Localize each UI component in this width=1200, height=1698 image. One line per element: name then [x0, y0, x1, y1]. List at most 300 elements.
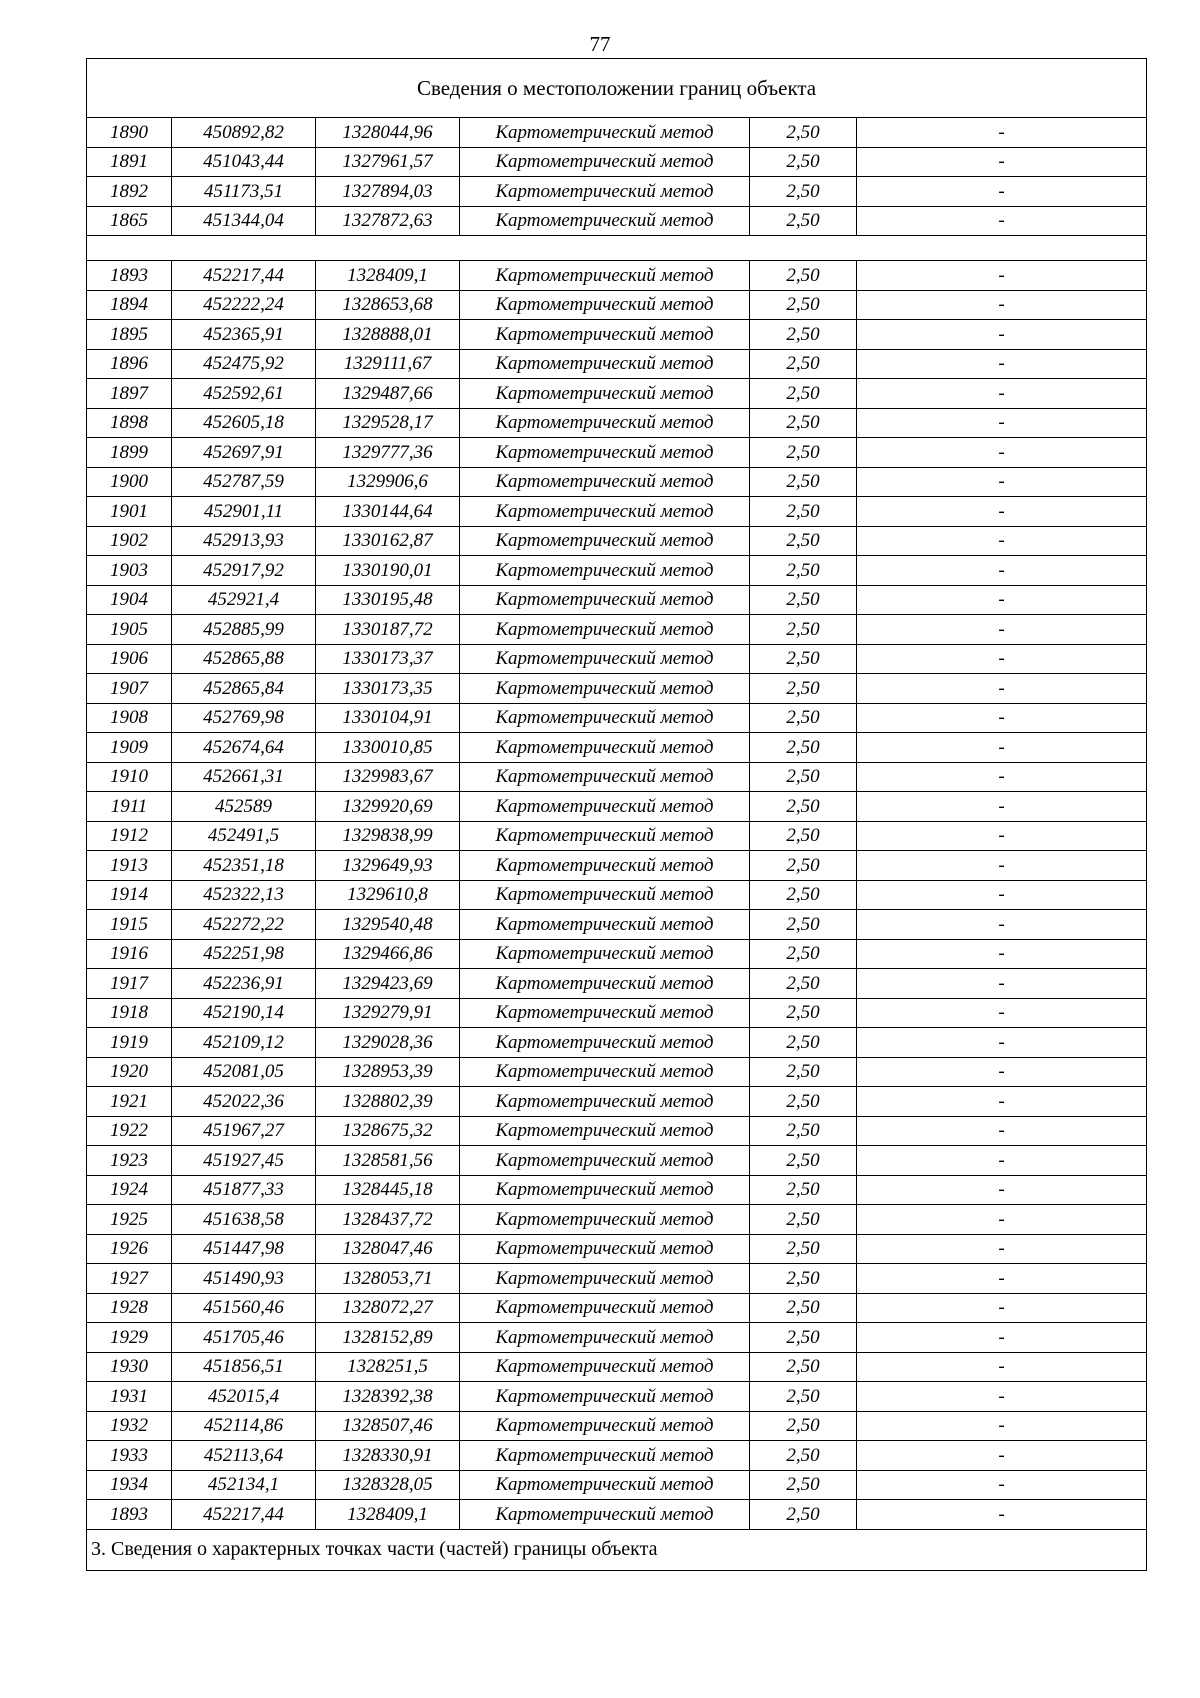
table-row [87, 1264, 1147, 1294]
table-row [87, 556, 1147, 586]
method-cell: Картометрический метод [460, 118, 750, 148]
note-cell: - [857, 1087, 1147, 1117]
accuracy-cell: 2,50 [750, 349, 857, 379]
note-cell: - [857, 438, 1147, 468]
accuracy-cell: 2,50 [750, 880, 857, 910]
y-coordinate-cell: 1329028,36 [316, 1028, 460, 1058]
table-row [87, 349, 1147, 379]
method-cell: Картометрический метод [460, 1175, 750, 1205]
method-cell: Картометрический метод [460, 1441, 750, 1471]
point-number-cell: 1922 [87, 1116, 172, 1146]
x-coordinate-cell: 452589 [172, 792, 316, 822]
accuracy-cell: 2,50 [750, 1411, 857, 1441]
y-coordinate-cell: 1328802,39 [316, 1087, 460, 1117]
accuracy-cell: 2,50 [750, 1293, 857, 1323]
accuracy-cell: 2,50 [750, 320, 857, 350]
point-number-cell: 1865 [87, 206, 172, 236]
note-cell: - [857, 408, 1147, 438]
note-cell: - [857, 1264, 1147, 1294]
x-coordinate-cell: 451447,98 [172, 1234, 316, 1264]
point-number-cell: 1890 [87, 118, 172, 148]
point-number-cell: 1909 [87, 733, 172, 763]
note-cell: - [857, 939, 1147, 969]
method-cell: Картометрический метод [460, 1234, 750, 1264]
accuracy-cell: 2,50 [750, 792, 857, 822]
method-cell: Картометрический метод [460, 969, 750, 999]
table-row [87, 733, 1147, 763]
point-number-cell: 1902 [87, 526, 172, 556]
x-coordinate-cell: 452697,91 [172, 438, 316, 468]
method-cell: Картометрический метод [460, 556, 750, 586]
note-cell: - [857, 1500, 1147, 1530]
table-row [87, 1500, 1147, 1530]
y-coordinate-cell: 1328888,01 [316, 320, 460, 350]
accuracy-cell: 2,50 [750, 1500, 857, 1530]
table-row [87, 969, 1147, 999]
x-coordinate-cell: 452217,44 [172, 1500, 316, 1530]
point-number-cell: 1928 [87, 1293, 172, 1323]
x-coordinate-cell: 452913,93 [172, 526, 316, 556]
separator-row [87, 236, 1147, 261]
note-cell: - [857, 1057, 1147, 1087]
table-row [87, 880, 1147, 910]
accuracy-cell: 2,50 [750, 1175, 857, 1205]
accuracy-cell: 2,50 [750, 1087, 857, 1117]
x-coordinate-cell: 451967,27 [172, 1116, 316, 1146]
note-cell: - [857, 1205, 1147, 1235]
x-coordinate-cell: 452113,64 [172, 1441, 316, 1471]
table-row [87, 1470, 1147, 1500]
note-cell: - [857, 118, 1147, 148]
accuracy-cell: 2,50 [750, 290, 857, 320]
table-row [87, 1352, 1147, 1382]
point-number-cell: 1893 [87, 1500, 172, 1530]
note-cell: - [857, 792, 1147, 822]
table-row [87, 851, 1147, 881]
point-number-cell: 1904 [87, 585, 172, 615]
method-cell: Картометрический метод [460, 206, 750, 236]
x-coordinate-cell: 451877,33 [172, 1175, 316, 1205]
table-row [87, 118, 1147, 148]
x-coordinate-cell: 452865,84 [172, 674, 316, 704]
table-row [87, 644, 1147, 674]
note-cell: - [857, 615, 1147, 645]
x-coordinate-cell: 451173,51 [172, 177, 316, 207]
x-coordinate-cell: 451344,04 [172, 206, 316, 236]
point-number-cell: 1921 [87, 1087, 172, 1117]
accuracy-cell: 2,50 [750, 585, 857, 615]
point-number-cell: 1898 [87, 408, 172, 438]
note-cell: - [857, 349, 1147, 379]
note-cell: - [857, 1293, 1147, 1323]
note-cell: - [857, 674, 1147, 704]
table-row [87, 1441, 1147, 1471]
method-cell: Картометрический метод [460, 1323, 750, 1353]
table-row [87, 1146, 1147, 1176]
method-cell: Картометрический метод [460, 1500, 750, 1530]
y-coordinate-cell: 1329920,69 [316, 792, 460, 822]
x-coordinate-cell: 451638,58 [172, 1205, 316, 1235]
x-coordinate-cell: 452592,61 [172, 379, 316, 409]
y-coordinate-cell: 1328437,72 [316, 1205, 460, 1235]
table-row [87, 408, 1147, 438]
method-cell: Картометрический метод [460, 1087, 750, 1117]
y-coordinate-cell: 1328409,1 [316, 1500, 460, 1530]
note-cell: - [857, 762, 1147, 792]
accuracy-cell: 2,50 [750, 851, 857, 881]
accuracy-cell: 2,50 [750, 206, 857, 236]
accuracy-cell: 2,50 [750, 177, 857, 207]
x-coordinate-cell: 452365,91 [172, 320, 316, 350]
y-coordinate-cell: 1328072,27 [316, 1293, 460, 1323]
y-coordinate-cell: 1330010,85 [316, 733, 460, 763]
y-coordinate-cell: 1329610,8 [316, 880, 460, 910]
table-row [87, 1234, 1147, 1264]
x-coordinate-cell: 452081,05 [172, 1057, 316, 1087]
x-coordinate-cell: 452491,5 [172, 821, 316, 851]
table-row [87, 497, 1147, 527]
table-row [87, 762, 1147, 792]
point-number-cell: 1907 [87, 674, 172, 704]
note-cell: - [857, 910, 1147, 940]
y-coordinate-cell: 1327961,57 [316, 147, 460, 177]
x-coordinate-cell: 452109,12 [172, 1028, 316, 1058]
note-cell: - [857, 1146, 1147, 1176]
x-coordinate-cell: 452605,18 [172, 408, 316, 438]
point-number-cell: 1926 [87, 1234, 172, 1264]
method-cell: Картометрический метод [460, 792, 750, 822]
y-coordinate-cell: 1328328,05 [316, 1470, 460, 1500]
method-cell: Картометрический метод [460, 467, 750, 497]
note-cell: - [857, 290, 1147, 320]
y-coordinate-cell: 1328251,5 [316, 1352, 460, 1382]
table-row [87, 1323, 1147, 1353]
table-row [87, 1411, 1147, 1441]
point-number-cell: 1931 [87, 1382, 172, 1412]
table-row [87, 1057, 1147, 1087]
note-cell: - [857, 261, 1147, 291]
y-coordinate-cell: 1330173,37 [316, 644, 460, 674]
x-coordinate-cell: 452251,98 [172, 939, 316, 969]
table-row [87, 910, 1147, 940]
point-number-cell: 1899 [87, 438, 172, 468]
accuracy-cell: 2,50 [750, 1146, 857, 1176]
point-number-cell: 1891 [87, 147, 172, 177]
table-row [87, 998, 1147, 1028]
accuracy-cell: 2,50 [750, 939, 857, 969]
y-coordinate-cell: 1329466,86 [316, 939, 460, 969]
table-row [87, 674, 1147, 704]
note-cell: - [857, 1382, 1147, 1412]
table-row [87, 1028, 1147, 1058]
point-number-cell: 1901 [87, 497, 172, 527]
point-number-cell: 1894 [87, 290, 172, 320]
accuracy-cell: 2,50 [750, 1205, 857, 1235]
y-coordinate-cell: 1330187,72 [316, 615, 460, 645]
method-cell: Картометрический метод [460, 290, 750, 320]
method-cell: Картометрический метод [460, 497, 750, 527]
x-coordinate-cell: 451705,46 [172, 1323, 316, 1353]
y-coordinate-cell: 1327894,03 [316, 177, 460, 207]
y-coordinate-cell: 1328653,68 [316, 290, 460, 320]
y-coordinate-cell: 1329983,67 [316, 762, 460, 792]
point-number-cell: 1929 [87, 1323, 172, 1353]
y-coordinate-cell: 1328581,56 [316, 1146, 460, 1176]
note-cell: - [857, 821, 1147, 851]
note-cell: - [857, 1352, 1147, 1382]
point-number-cell: 1933 [87, 1441, 172, 1471]
accuracy-cell: 2,50 [750, 1470, 857, 1500]
note-cell: - [857, 1411, 1147, 1441]
accuracy-cell: 2,50 [750, 674, 857, 704]
note-cell: - [857, 585, 1147, 615]
note-cell: - [857, 1441, 1147, 1471]
method-cell: Картометрический метод [460, 1264, 750, 1294]
note-cell: - [857, 733, 1147, 763]
table-row [87, 939, 1147, 969]
x-coordinate-cell: 452475,92 [172, 349, 316, 379]
method-cell: Картометрический метод [460, 349, 750, 379]
table-row [87, 1293, 1147, 1323]
accuracy-cell: 2,50 [750, 118, 857, 148]
accuracy-cell: 2,50 [750, 1057, 857, 1087]
table-row [87, 1175, 1147, 1205]
table-header: Сведения о местоположении границ объекта [87, 59, 1147, 118]
table-row [87, 585, 1147, 615]
method-cell: Картометрический метод [460, 674, 750, 704]
y-coordinate-cell: 1328152,89 [316, 1323, 460, 1353]
point-number-cell: 1892 [87, 177, 172, 207]
accuracy-cell: 2,50 [750, 408, 857, 438]
table-row [87, 206, 1147, 236]
table-row [87, 1205, 1147, 1235]
x-coordinate-cell: 451927,45 [172, 1146, 316, 1176]
accuracy-cell: 2,50 [750, 733, 857, 763]
point-number-cell: 1908 [87, 703, 172, 733]
method-cell: Картометрический метод [460, 1470, 750, 1500]
point-number-cell: 1913 [87, 851, 172, 881]
accuracy-cell: 2,50 [750, 703, 857, 733]
method-cell: Картометрический метод [460, 1116, 750, 1146]
y-coordinate-cell: 1329838,99 [316, 821, 460, 851]
y-coordinate-cell: 1328053,71 [316, 1264, 460, 1294]
accuracy-cell: 2,50 [750, 438, 857, 468]
y-coordinate-cell: 1328445,18 [316, 1175, 460, 1205]
accuracy-cell: 2,50 [750, 1264, 857, 1294]
accuracy-cell: 2,50 [750, 615, 857, 645]
y-coordinate-cell: 1330195,48 [316, 585, 460, 615]
method-cell: Картометрический метод [460, 703, 750, 733]
y-coordinate-cell: 1329540,48 [316, 910, 460, 940]
x-coordinate-cell: 452272,22 [172, 910, 316, 940]
point-number-cell: 1895 [87, 320, 172, 350]
table-row [87, 147, 1147, 177]
table-row [87, 438, 1147, 468]
x-coordinate-cell: 452217,44 [172, 261, 316, 291]
y-coordinate-cell: 1330190,01 [316, 556, 460, 586]
note-cell: - [857, 177, 1147, 207]
table-row [87, 320, 1147, 350]
method-cell: Картометрический метод [460, 733, 750, 763]
y-coordinate-cell: 1330162,87 [316, 526, 460, 556]
y-coordinate-cell: 1328330,91 [316, 1441, 460, 1471]
y-coordinate-cell: 1329649,93 [316, 851, 460, 881]
point-number-cell: 1927 [87, 1264, 172, 1294]
y-coordinate-cell: 1329777,36 [316, 438, 460, 468]
section-heading: 3. Сведения о характерных точках части (частей) границы объекта [87, 1529, 1147, 1570]
point-number-cell: 1918 [87, 998, 172, 1028]
accuracy-cell: 2,50 [750, 969, 857, 999]
method-cell: Картометрический метод [460, 910, 750, 940]
y-coordinate-cell: 1329906,6 [316, 467, 460, 497]
y-coordinate-cell: 1330173,35 [316, 674, 460, 704]
accuracy-cell: 2,50 [750, 556, 857, 586]
x-coordinate-cell: 452885,99 [172, 615, 316, 645]
y-coordinate-cell: 1328044,96 [316, 118, 460, 148]
x-coordinate-cell: 452134,1 [172, 1470, 316, 1500]
x-coordinate-cell: 452015,4 [172, 1382, 316, 1412]
x-coordinate-cell: 452917,92 [172, 556, 316, 586]
note-cell: - [857, 467, 1147, 497]
x-coordinate-cell: 452114,86 [172, 1411, 316, 1441]
table-row [87, 379, 1147, 409]
x-coordinate-cell: 452022,36 [172, 1087, 316, 1117]
note-cell: - [857, 1234, 1147, 1264]
accuracy-cell: 2,50 [750, 1234, 857, 1264]
accuracy-cell: 2,50 [750, 821, 857, 851]
x-coordinate-cell: 452921,4 [172, 585, 316, 615]
method-cell: Картометрический метод [460, 1146, 750, 1176]
method-cell: Картометрический метод [460, 644, 750, 674]
accuracy-cell: 2,50 [750, 1323, 857, 1353]
method-cell: Картометрический метод [460, 261, 750, 291]
y-coordinate-cell: 1328392,38 [316, 1382, 460, 1412]
separator-cell [87, 236, 1147, 261]
x-coordinate-cell: 451856,51 [172, 1352, 316, 1382]
note-cell: - [857, 497, 1147, 527]
point-number-cell: 1903 [87, 556, 172, 586]
method-cell: Картометрический метод [460, 438, 750, 468]
x-coordinate-cell: 451043,44 [172, 147, 316, 177]
point-number-cell: 1934 [87, 1470, 172, 1500]
accuracy-cell: 2,50 [750, 1441, 857, 1471]
point-number-cell: 1923 [87, 1146, 172, 1176]
y-coordinate-cell: 1329423,69 [316, 969, 460, 999]
x-coordinate-cell: 452769,98 [172, 703, 316, 733]
point-number-cell: 1914 [87, 880, 172, 910]
accuracy-cell: 2,50 [750, 261, 857, 291]
method-cell: Картометрический метод [460, 1411, 750, 1441]
page-number: 77 [589, 32, 611, 56]
point-number-cell: 1911 [87, 792, 172, 822]
method-cell: Картометрический метод [460, 1352, 750, 1382]
accuracy-cell: 2,50 [750, 526, 857, 556]
y-coordinate-cell: 1329111,67 [316, 349, 460, 379]
note-cell: - [857, 526, 1147, 556]
method-cell: Картометрический метод [460, 762, 750, 792]
y-coordinate-cell: 1329528,17 [316, 408, 460, 438]
accuracy-cell: 2,50 [750, 379, 857, 409]
y-coordinate-cell: 1328409,1 [316, 261, 460, 291]
table-row [87, 177, 1147, 207]
x-coordinate-cell: 452661,31 [172, 762, 316, 792]
x-coordinate-cell: 452901,11 [172, 497, 316, 527]
note-cell: - [857, 1116, 1147, 1146]
point-number-cell: 1924 [87, 1175, 172, 1205]
accuracy-cell: 2,50 [750, 1116, 857, 1146]
table-row [87, 526, 1147, 556]
table-row [87, 615, 1147, 645]
x-coordinate-cell: 452787,59 [172, 467, 316, 497]
note-cell: - [857, 1470, 1147, 1500]
accuracy-cell: 2,50 [750, 1352, 857, 1382]
x-coordinate-cell: 452865,88 [172, 644, 316, 674]
table-row [87, 1087, 1147, 1117]
note-cell: - [857, 998, 1147, 1028]
point-number-cell: 1910 [87, 762, 172, 792]
accuracy-cell: 2,50 [750, 910, 857, 940]
x-coordinate-cell: 452674,64 [172, 733, 316, 763]
point-number-cell: 1915 [87, 910, 172, 940]
x-coordinate-cell: 450892,82 [172, 118, 316, 148]
point-number-cell: 1919 [87, 1028, 172, 1058]
accuracy-cell: 2,50 [750, 1382, 857, 1412]
accuracy-cell: 2,50 [750, 644, 857, 674]
point-number-cell: 1925 [87, 1205, 172, 1235]
point-number-cell: 1920 [87, 1057, 172, 1087]
note-cell: - [857, 556, 1147, 586]
method-cell: Картометрический метод [460, 320, 750, 350]
note-cell: - [857, 703, 1147, 733]
table-row [87, 290, 1147, 320]
y-coordinate-cell: 1328953,39 [316, 1057, 460, 1087]
x-coordinate-cell: 452222,24 [172, 290, 316, 320]
y-coordinate-cell: 1330144,64 [316, 497, 460, 527]
table-row [87, 792, 1147, 822]
point-number-cell: 1930 [87, 1352, 172, 1382]
note-cell: - [857, 1323, 1147, 1353]
y-coordinate-cell: 1328675,32 [316, 1116, 460, 1146]
note-cell: - [857, 1175, 1147, 1205]
note-cell: - [857, 379, 1147, 409]
point-number-cell: 1912 [87, 821, 172, 851]
point-number-cell: 1906 [87, 644, 172, 674]
method-cell: Картометрический метод [460, 1293, 750, 1323]
accuracy-cell: 2,50 [750, 497, 857, 527]
accuracy-cell: 2,50 [750, 998, 857, 1028]
note-cell: - [857, 644, 1147, 674]
x-coordinate-cell: 452190,14 [172, 998, 316, 1028]
method-cell: Картометрический метод [460, 939, 750, 969]
table-row [87, 821, 1147, 851]
y-coordinate-cell: 1327872,63 [316, 206, 460, 236]
point-number-cell: 1905 [87, 615, 172, 645]
point-number-cell: 1932 [87, 1411, 172, 1441]
point-number-cell: 1917 [87, 969, 172, 999]
x-coordinate-cell: 452351,18 [172, 851, 316, 881]
boundary-table [86, 58, 1147, 1571]
method-cell: Картометрический метод [460, 1205, 750, 1235]
accuracy-cell: 2,50 [750, 147, 857, 177]
method-cell: Картометрический метод [460, 998, 750, 1028]
y-coordinate-cell: 1328507,46 [316, 1411, 460, 1441]
point-number-cell: 1893 [87, 261, 172, 291]
note-cell: - [857, 147, 1147, 177]
method-cell: Картометрический метод [460, 880, 750, 910]
point-number-cell: 1916 [87, 939, 172, 969]
method-cell: Картометрический метод [460, 177, 750, 207]
table-row [87, 1382, 1147, 1412]
